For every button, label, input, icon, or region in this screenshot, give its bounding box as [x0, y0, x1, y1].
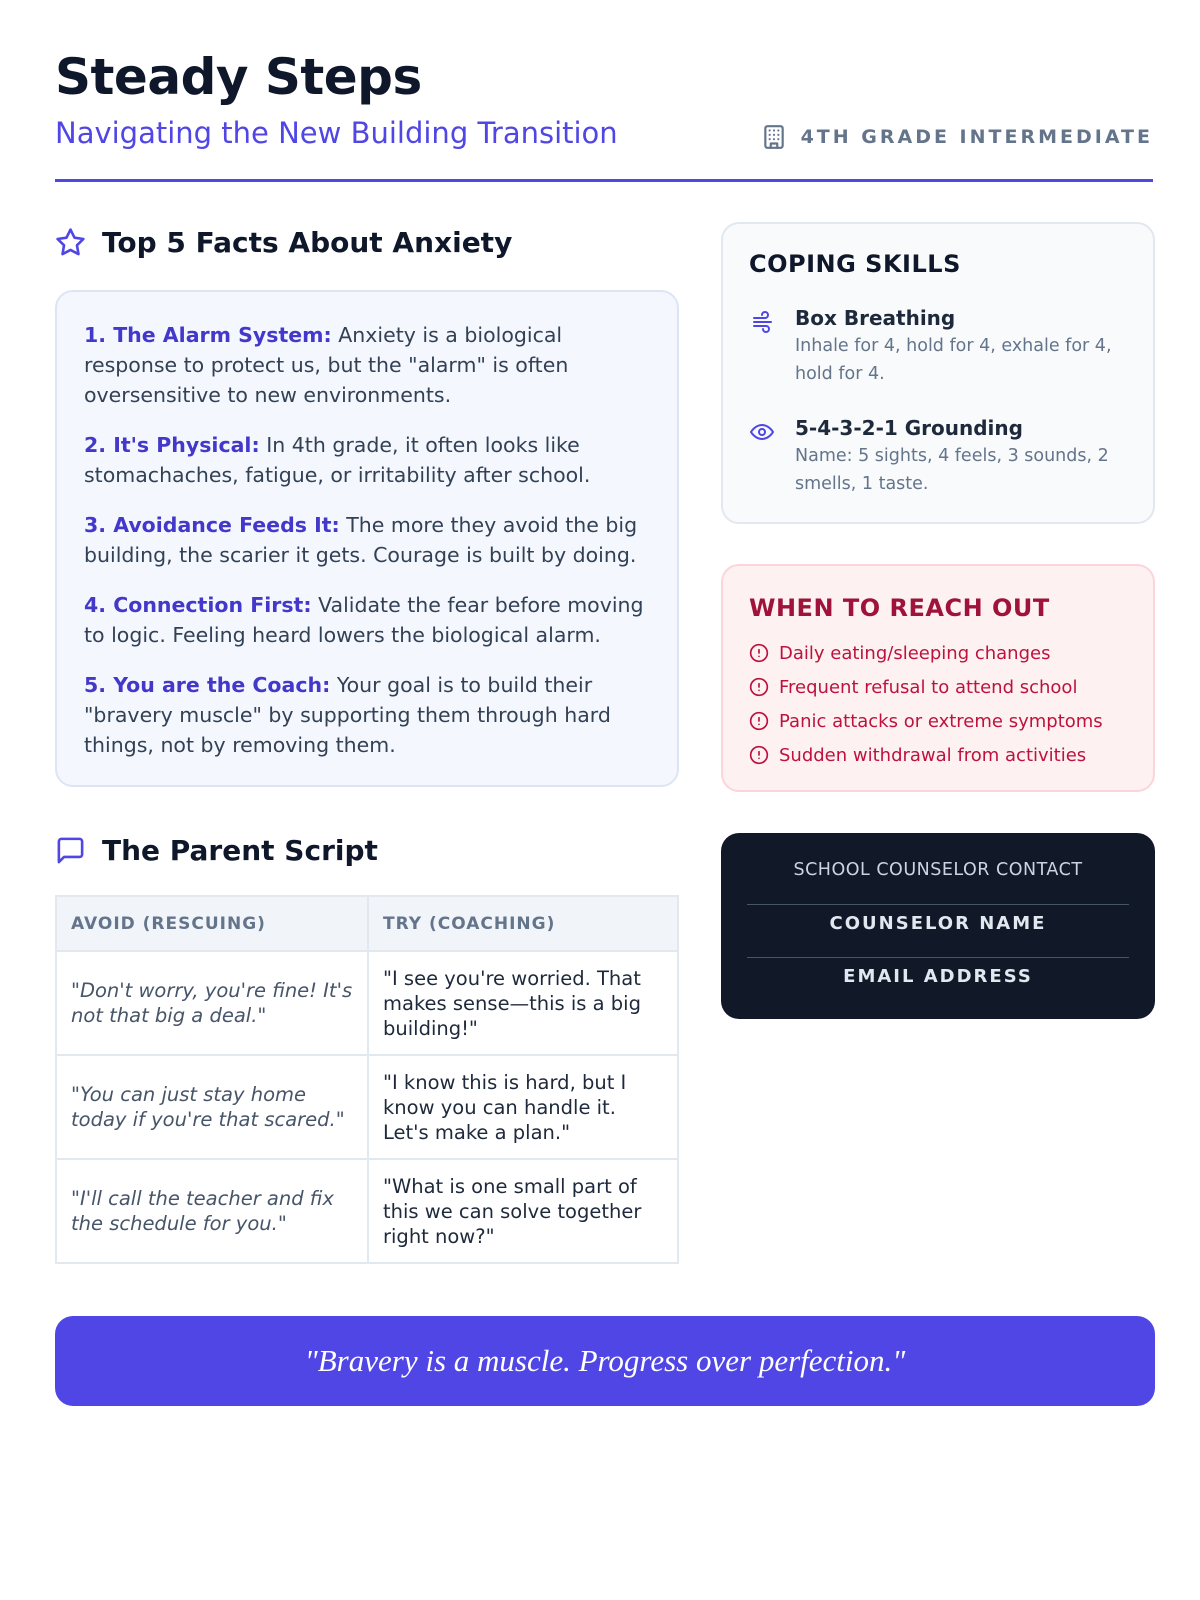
coping-title: COPING SKILLS — [749, 250, 961, 278]
reach-out-text: Panic attacks or extreme symptoms — [779, 710, 1103, 732]
skill-name: Box Breathing — [795, 306, 956, 330]
counselor-name-field: COUNSELOR NAME — [829, 913, 1047, 934]
table-row — [56, 951, 678, 1055]
fact-text: Your goal is to build their "bravery muscle" by supporting them through hard things, not by removing them. — [84, 673, 611, 757]
column-header-avoid: AVOID (RESCUING) — [56, 896, 368, 951]
table-row — [56, 1055, 678, 1159]
fact-item — [84, 430, 651, 490]
reach-out-item — [749, 738, 1127, 772]
skill-description: Inhale for 4, hold for 4, exhale for 4, hold for 4. — [795, 336, 1112, 384]
fact-text: In 4th grade, it often looks like stomachaches, fatigue, or irritability after school. — [84, 433, 591, 487]
fact-item — [84, 320, 651, 410]
avoid-cell: "Don't worry, you're fine! It's not that big a deal." — [56, 951, 368, 1055]
alert-circle-icon — [749, 745, 769, 765]
reach-out-list — [749, 636, 1127, 772]
eye-icon — [749, 420, 775, 444]
alert-circle-icon — [749, 643, 769, 663]
script-heading — [55, 834, 378, 867]
fact-label: 5. You are the Coach: — [84, 673, 331, 697]
alert-circle-icon — [749, 677, 769, 697]
quote-banner: "Bravery is a muscle. Progress over perfection." — [55, 1316, 1155, 1406]
grade-label: 4TH GRADE INTERMEDIATE — [800, 126, 1153, 148]
reach-out-item — [749, 670, 1127, 704]
fact-label: 4. Connection First: — [84, 593, 312, 617]
fact-text: Anxiety is a biological response to protect us, but the "alarm" is often oversensitive to new environments. — [84, 323, 569, 407]
facts-card — [55, 290, 679, 787]
facts-heading — [55, 226, 512, 259]
skill-item — [749, 306, 1125, 388]
fact-text: The more they avoid the big building, the scarier it gets. Courage is built by doing. — [84, 513, 638, 567]
fact-text: Validate the fear before moving to logic. Feeling heard lowers the biological alarm. — [84, 593, 644, 647]
script-heading-text: The Parent Script — [102, 834, 378, 867]
fact-item — [84, 590, 651, 650]
facts-heading-text: Top 5 Facts About Anxiety — [102, 226, 513, 259]
divider — [747, 957, 1129, 958]
try-cell: "What is one small part of this we can solve together right now?" — [368, 1159, 678, 1263]
page-header — [55, 48, 1153, 182]
reach-out-text: Frequent refusal to attend school — [779, 676, 1078, 698]
column-header-try: TRY (COACHING) — [368, 896, 678, 951]
try-cell: "I know this is hard, but I know you can handle it. Let's make a plan." — [368, 1055, 678, 1159]
reach-out-title: WHEN TO REACH OUT — [749, 594, 1050, 622]
fact-item — [84, 510, 651, 570]
skill-description: Name: 5 sights, 4 feels, 3 sounds, 2 smells, 1 taste. — [795, 446, 1109, 494]
chat-bubble-icon — [55, 835, 86, 866]
table-header-row — [56, 896, 678, 951]
skill-name: 5-4-3-2-1 Grounding — [795, 416, 1023, 440]
divider — [747, 904, 1129, 905]
wind-icon — [749, 310, 777, 334]
star-icon — [55, 227, 86, 258]
parent-script-table — [55, 895, 679, 1264]
reach-out-text: Sudden withdrawal from activities — [779, 744, 1087, 766]
coping-skills-card — [721, 222, 1155, 524]
counselor-email-field: EMAIL ADDRESS — [843, 966, 1033, 987]
fact-item — [84, 670, 651, 760]
page-title: Steady Steps — [55, 48, 422, 106]
counselor-contact-card — [721, 833, 1155, 1019]
table-row — [56, 1159, 678, 1263]
fact-label: 3. Avoidance Feeds It: — [84, 513, 340, 537]
counselor-title: SCHOOL COUNSELOR CONTACT — [793, 860, 1083, 880]
skill-item — [749, 416, 1125, 498]
building-icon — [761, 124, 787, 150]
reach-out-item — [749, 636, 1127, 670]
avoid-cell: "I'll call the teacher and fix the schedule for you." — [56, 1159, 368, 1263]
reach-out-card — [721, 564, 1155, 792]
alert-circle-icon — [749, 711, 769, 731]
fact-label: 2. It's Physical: — [84, 433, 260, 457]
page-subtitle: Navigating the New Building Transition — [55, 116, 618, 150]
reach-out-item — [749, 704, 1127, 738]
fact-label: 1. The Alarm System: — [84, 323, 332, 347]
reach-out-text: Daily eating/sleeping changes — [779, 642, 1051, 664]
grade-badge — [761, 124, 1153, 150]
try-cell: "I see you're worried. That makes sense—this is a big building!" — [368, 951, 678, 1055]
avoid-cell: "You can just stay home today if you're that scared." — [56, 1055, 368, 1159]
